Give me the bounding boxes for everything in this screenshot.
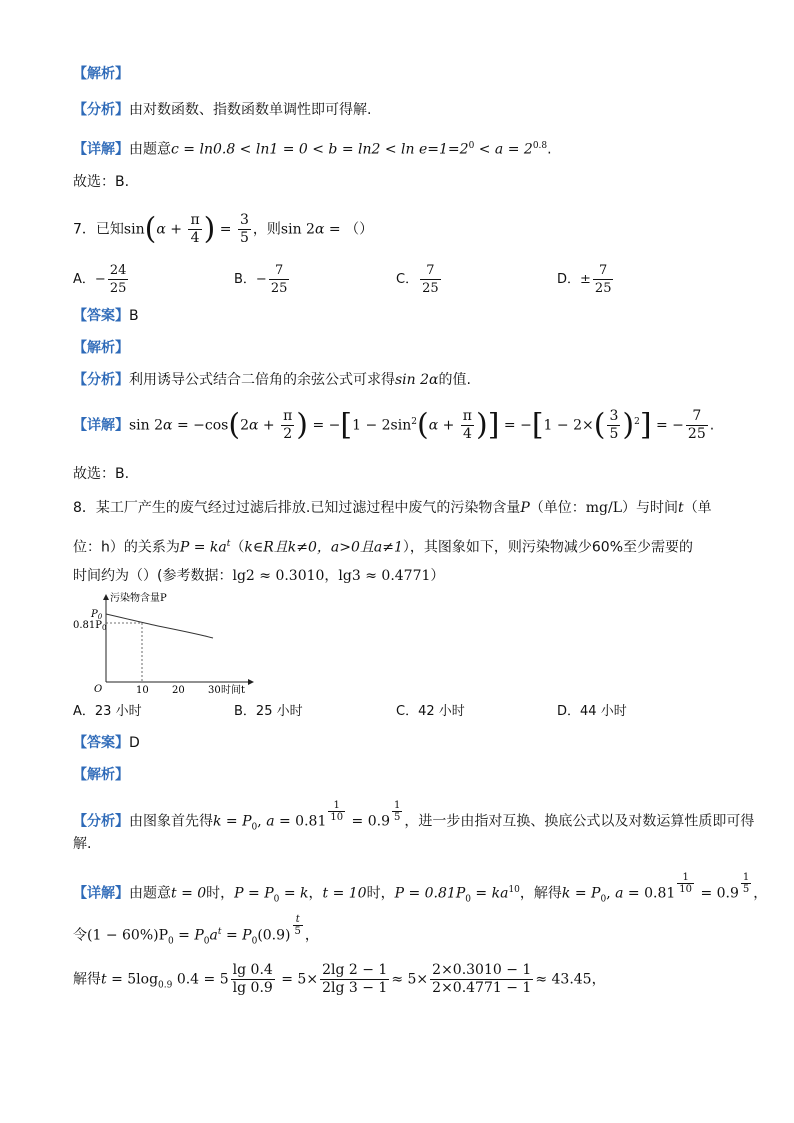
q8-analysis-cont: 解. [73, 836, 92, 852]
q8-let-b: (1 − 60%)P [87, 927, 168, 944]
q8-answer [73, 733, 140, 753]
option-text: 25 小时 [255, 704, 303, 719]
daan-tag: 【答案】 [73, 735, 129, 751]
x-tick-20: 20 [172, 685, 185, 696]
pi-over-4-fraction: $\frac{\pi}{4}$ [190, 212, 200, 246]
q8-detail-t10: t = 10 [322, 885, 367, 902]
q7-stem-blank: （） [345, 221, 374, 238]
one-tenth-exp: 1 10 [330, 800, 344, 823]
y-axis-label: 污染物含量P [110, 593, 167, 604]
one-tenth-exp: 1 10 [679, 872, 692, 895]
q7-option-a[interactable] [73, 262, 130, 297]
q7-option-b[interactable] [234, 262, 291, 297]
x-axis-arrow [248, 679, 254, 685]
three-fifths-fraction: $\frac{3}{5}$ [609, 408, 619, 442]
q6-detail-math: c = ln0.8 < ln1 = 0 < b = ln2 < ln e=1=2 [171, 141, 469, 158]
q8-reference-data: lg2 ≈ 0.3010，lg3 ≈ 0.4771 [232, 568, 431, 584]
q8-let-end: ， [304, 927, 319, 944]
jiexi-tag: 【解析】 [73, 767, 129, 783]
option-label: A． [73, 704, 95, 719]
lg-expanded-fraction: $\frac{2\lg 2 - 1}{2\lg 3 - 1}$ [322, 962, 388, 996]
pi-over-2-fraction: $\frac{\pi}{2}$ [283, 408, 293, 442]
q8-detail-d: = k [279, 885, 309, 902]
x-tick-10: 10 [136, 685, 149, 696]
option-label: B． [234, 704, 256, 719]
q8-condition: k∈R且k≠0，a>0且a≠1 [244, 539, 403, 556]
q8-final-value: ≈ 43.45 [535, 971, 592, 988]
option-label: C． [396, 272, 419, 287]
q8-detail-i: ，解得 [519, 885, 562, 902]
t-over-5-exp: t 5 [294, 914, 301, 937]
q6-analysis [73, 100, 371, 120]
option-text: 42 小时 [418, 704, 465, 719]
option-fraction: $\frac{7}{25}$ [594, 263, 612, 296]
xiangjie-tag: 【详解】 [73, 885, 129, 902]
q8-solve: 解得$t = 5\log_{0.9}$ 0.4 = 5 $\frac{\lg 0.4}{\lg 0.9}$ = 5× $\frac{2\lg 2 - 1}{2\lg 3 - 1}$ ≈ 5× $\frac{2\times 0.3010 - 1}{2\times 0.4771 - 1}$ ≈ 43.45， [73, 962, 606, 996]
q7-detail: 【详解】sin 2α = −cos(2α + $\frac{\pi}{2}$ ) = $-[1 - 2\sin^2(\alpha$ + $\frac{\pi}{4}$ )] = −[1 − 2×( $\frac{3}{5}$ )$^2$] = − $\frac{7}{25}$ . [73, 407, 715, 443]
q8-analysis-b: ，进一步由指对互换、换底公式以及对数运算性质即可得 [404, 813, 755, 830]
option-label: C． [396, 704, 419, 719]
q6-detail-tail: < a = 2 [474, 141, 533, 158]
q8-let-d: a [209, 927, 218, 944]
fenxi-tag: 【分析】 [73, 372, 129, 388]
q8-stem-line1 [73, 498, 712, 518]
q6-detail-prefix: 由题意 [129, 141, 171, 158]
q8-formula: P = ka [179, 539, 227, 556]
q8-answer-value: D [129, 735, 140, 751]
q8-final-end: ， [591, 971, 606, 988]
q8-stem-line2-b: （ [230, 539, 245, 556]
q8-unit: mg/L [585, 500, 623, 516]
q8-stem-line3-text: 时间约为（）(参考数据： [73, 568, 233, 584]
q8-stem-line1-end: （单 [683, 500, 712, 516]
q6-choice: 故选：B. [73, 174, 130, 190]
q8-option-b[interactable] [234, 703, 303, 721]
q8-detail-b: 时， [206, 885, 235, 902]
daan-tag: 【答案】 [73, 308, 129, 324]
q6-analysis-text: 由对数函数、指数函数单调性即可得解. [129, 102, 372, 118]
q8-stem-line3 [73, 566, 444, 586]
q8-unit-post: ）与时间 [622, 500, 679, 516]
q7-option-c[interactable] [396, 262, 443, 297]
q7-analysis-text: 利用诱导公式结合二倍角的余弦公式可求得 [129, 372, 395, 388]
q8-stem-line2 [73, 534, 693, 558]
q7-option-d[interactable] [557, 262, 615, 297]
fenxi-tag: 【分析】 [73, 813, 129, 830]
lg-ratio-fraction: $\frac{\lg 0.4}{\lg 0.9}$ [232, 962, 273, 996]
q8-stem-line2-c: ），其图象如下，则污染物减少60%至少需要的 [402, 539, 693, 556]
option-label: B． [234, 272, 256, 287]
q6-sup-08: 0.8 [532, 141, 548, 151]
x-tick-30: 30 [208, 685, 221, 696]
q7-answer [73, 306, 139, 326]
fenxi-tag: 【分析】 [73, 102, 129, 118]
q6-detail-end: . [547, 141, 552, 158]
q8-solve-label: 解得 [73, 971, 101, 988]
q8-stem-t: t [678, 500, 684, 516]
option-fraction: $\frac{24}{25}$ [109, 263, 127, 296]
q7-analysis-math: sin 2α [395, 372, 439, 388]
q8-option-d[interactable] [557, 703, 627, 721]
option-text: 23 小时 [94, 704, 142, 719]
q8-detail: 【详解】由题意t = 0时，$P = P_0 = k$，t = 10时，$P = 0.81P_0 = ka^{10}$，解得$k = P_0$, a = 0.81 $^{\frac{1}{10}}$ = 0.9 $^{\frac{1}{5}}$ ， [73, 872, 768, 905]
q7-stem: 7．已知sin(α + $\frac{\pi}{4}$ ) = $\frac{3}{5}$ ，则sin 2α = （） [73, 211, 374, 247]
result-fraction: $\frac{7}{25}$ [687, 408, 706, 442]
q8-let: 令$(1 - 60\%)P_0 = P_0a^t = P_0(0.9)$ $^{\frac{t}{5}}$ ， [73, 914, 319, 947]
option-text: 44 小时 [580, 704, 627, 719]
option-label: D． [557, 272, 581, 287]
q6-sup-0: 0 [468, 141, 475, 151]
q8-option-c[interactable] [396, 703, 465, 721]
q8-detail-f: 时， [366, 885, 395, 902]
one-fifth-exp: 1 5 [742, 872, 750, 895]
q8-detail-g: P = 0.81P [394, 885, 466, 902]
q8-analysis: 【分析】由图象首先得$k = P_0$, a = 0.81 $^{\frac{1}{10}}$ = 0.9 $^{\frac{1}{5}}$ ，进一步由指对互换、换底公式以及对数运算性质即可得 [73, 800, 755, 833]
q8-detail-c: P = P [234, 885, 274, 902]
q8-formula-sup: t [226, 539, 231, 549]
jiexi-tag: 【解析】 [73, 66, 129, 82]
q7-answer-value: B [129, 308, 139, 324]
y-axis-arrow [103, 594, 109, 600]
q8-option-a[interactable] [73, 703, 142, 721]
option-label: D． [557, 704, 581, 719]
option-sign: ± [580, 272, 591, 287]
numeric-fraction: $\frac{2\times 0.3010 - 1}{2\times 0.4771 - 1}$ [432, 962, 532, 996]
p081-label: $0.81P_0$ [73, 620, 107, 632]
xiangjie-tag: 【详解】 [73, 141, 129, 158]
q6-detail [73, 136, 552, 160]
q8-let-c: = P [173, 927, 204, 944]
q8-detail-h-sup: 10 [508, 885, 520, 895]
q8-stem-line3-end: ） [430, 568, 445, 584]
origin-label: O [94, 684, 103, 695]
q8-detail-t0: t = 0 [171, 885, 207, 902]
q8-unit-pre: （单位： [529, 500, 586, 516]
p0-label: $P_0$ [91, 609, 103, 621]
q7-analysis-end: 的值. [438, 372, 471, 388]
decay-curve [106, 614, 213, 638]
q8-decay-graph [73, 592, 258, 696]
option-sign: − [94, 272, 106, 287]
xiangjie-tag: 【详解】 [73, 417, 129, 434]
option-label: A． [73, 272, 95, 287]
q8-let-a: 令 [73, 927, 87, 944]
q7-stem-prefix: 7．已知 [73, 221, 124, 238]
q8-let-f: (0.9) [257, 927, 291, 944]
pi-over-4-fraction: $\frac{\pi}{4}$ [462, 408, 472, 442]
q8-stem-text1: 8．某工厂产生的废气经过过滤后排放.已知过滤过程中废气的污染物含量 [73, 500, 521, 516]
q8-detail-e: ， [308, 885, 323, 902]
q8-let-e: = P [221, 927, 252, 944]
option-fraction: $\frac{7}{25}$ [422, 263, 439, 296]
one-fifth-exp: 1 5 [394, 800, 401, 823]
q7-choice: 故选：B. [73, 466, 130, 482]
option-sign: − [255, 272, 267, 287]
q8-detail-h: = ka [470, 885, 509, 902]
q8-stem-P: P [520, 500, 530, 516]
option-fraction: $\frac{7}{25}$ [270, 263, 288, 296]
q8-detail-a: 由题意 [129, 885, 171, 902]
q7-analysis [73, 370, 471, 390]
x-axis-label: 时间t [221, 685, 246, 696]
q8-analysis-a: 由图象首先得 [129, 813, 213, 830]
q7-stem-mid: ，则 [252, 221, 281, 238]
q8-stem-line2-a: 位：h）的关系为 [73, 539, 180, 556]
three-fifths-fraction: $\frac{3}{5}$ [240, 212, 249, 246]
jiexi-tag: 【解析】 [73, 340, 129, 356]
